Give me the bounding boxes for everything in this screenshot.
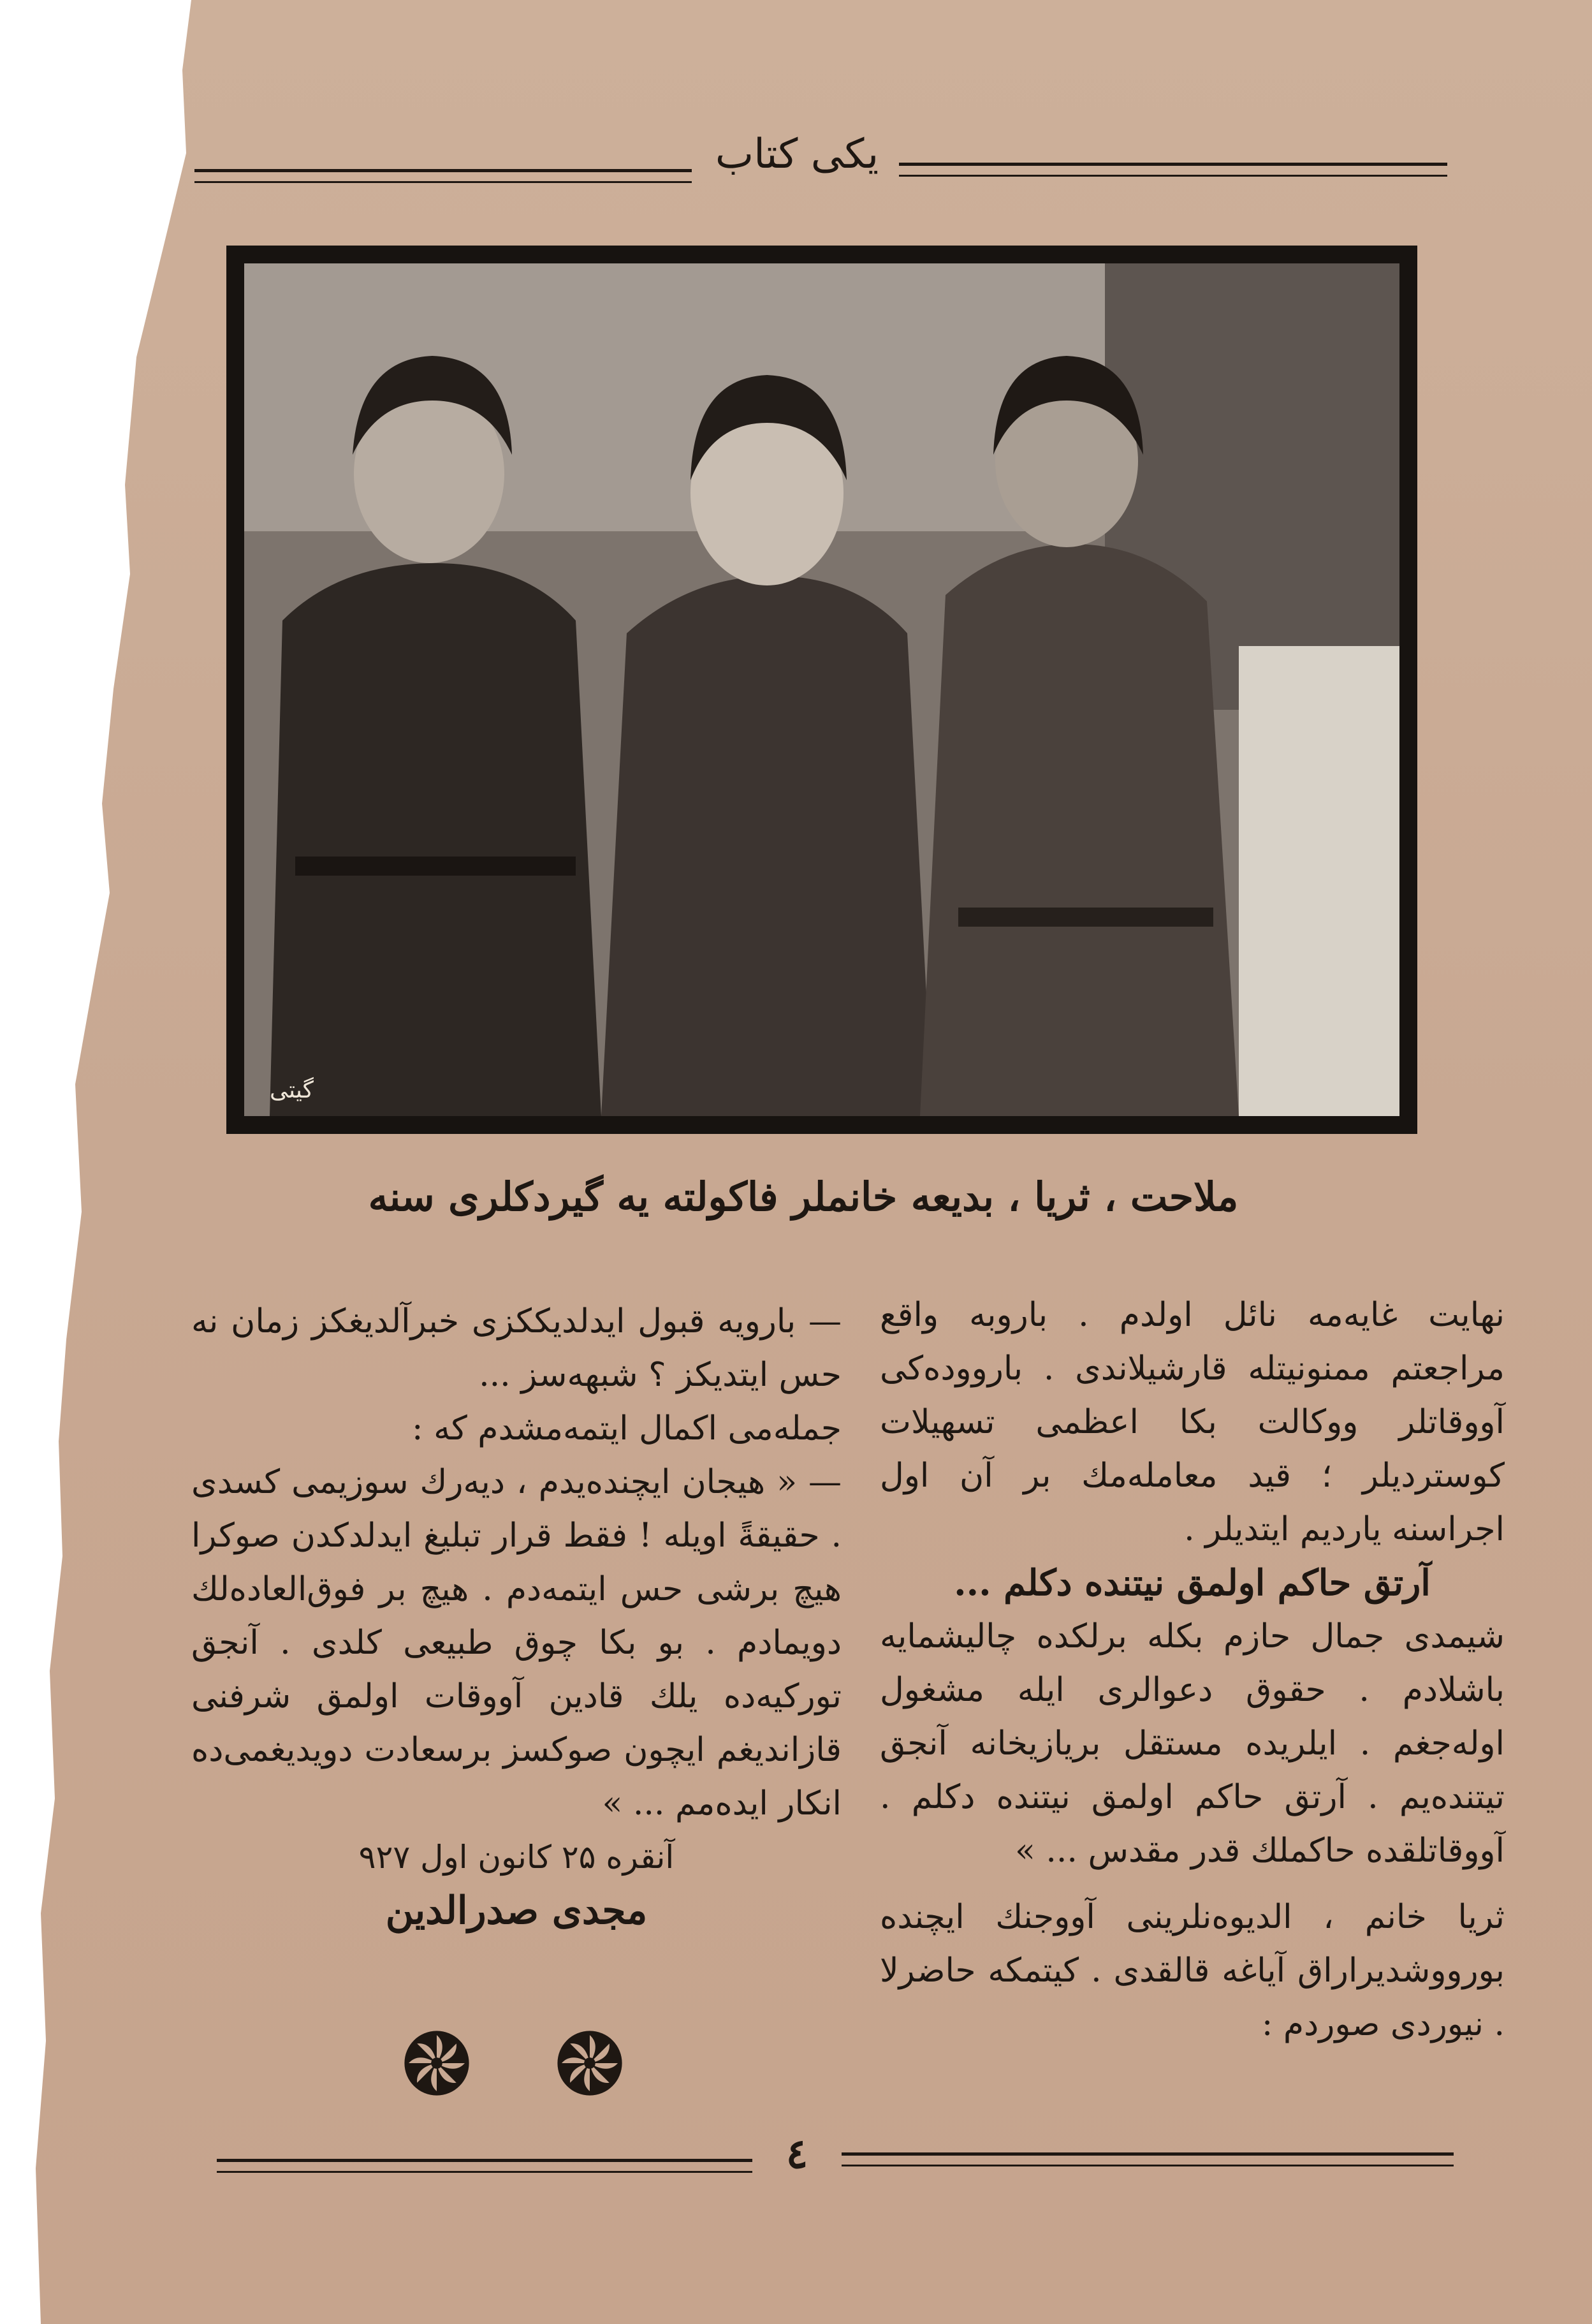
author-signature: مجدی صدرالدین [385, 1888, 648, 1933]
paragraph: ثریا خانم ، الدیوه‌نلرینی آووجنك ایچنده بورووشدیراراق آیاغه قالقدی . کیتمکه حاضرلا . نیوردی صوردم : [880, 1898, 1505, 2043]
photo-illustration [244, 263, 1399, 1116]
ornament-icon [555, 2028, 625, 2098]
right-column [880, 1288, 1505, 2051]
photo-signature: گیتی [270, 1077, 314, 1103]
paragraph: شیمدی جمال حازم بکله برلکده چالیشمایه باشلادم . حقوق دعوالری ایله مشغول اوله‌جغم . ایلریده مستقل بریازیخانه آنجق تیتندەیم . آرتق حاکم اولمق نیتنده دکلم . آووقاتلقده حاکملك قدر مقدس ... » [880, 1617, 1505, 1870]
footer-rule-right [842, 2152, 1454, 2166]
paragraph: — « هیجان ایچنده‌یدم ، دیه‌رك سوزیمی کسدی . حقیقةً اویله ! فقط قرار تبلیغ ایدلدکدن صوکرا هیچ برشی حس ایتمه‌دم . هیچ بر فوق‌العاده‌لك دویمادم . بو بکا چوق طبیعی کلدی . آنجق تورکیه‌ده یلك قادین آووقات اولمق شرفنی قازاندیغم ایچون صوکسز برسعادت دویدیغمی‌ده انکار ایده‌مم ... » [191, 1463, 842, 1823]
paragraph: جمله‌می اکمال ایتمه‌مشدم که : [412, 1409, 842, 1448]
page-number: ٤ [785, 2130, 808, 2178]
header-rule-left [194, 169, 692, 183]
photo-frame [226, 246, 1417, 1134]
ornament-icon [402, 2028, 472, 2098]
dateline: آنقره ۲۵ کانون اول ۹۲۷ [358, 1839, 675, 1876]
footer-rule-left [217, 2159, 752, 2173]
running-head: یکی کتاب [715, 131, 879, 178]
paragraph: — بارویه قبول ایدلدیککزی خبرآلدیغکز زمان نه حس ایتدیکز ؟ شبهه‌سز ... [191, 1302, 842, 1394]
header-rule-right [899, 163, 1447, 177]
section-subhead: آرتق حاکم اولمق نیتنده دکلم ... [954, 1562, 1431, 1604]
left-column [191, 1295, 842, 1938]
photo-caption: ملاحت ، ثریا ، بدیعه خانملر فاکولته یه گیردکلری سنه [368, 1173, 1239, 1220]
photograph [244, 263, 1399, 1116]
torn-edge [0, 0, 204, 2324]
paragraph: نهایت غایه‌مه نائل اولدم . باروبه واقع مراجعتم ممنونیتله قارشیلاندی . بارووده‌کی آووقاتلر ووکالت بکا اعظمی تسهیلات کوسترديلر ؛ قید معامله‌مك بر آن اول اجراسنه یاردیم ایتدیلر . [880, 1296, 1505, 1548]
